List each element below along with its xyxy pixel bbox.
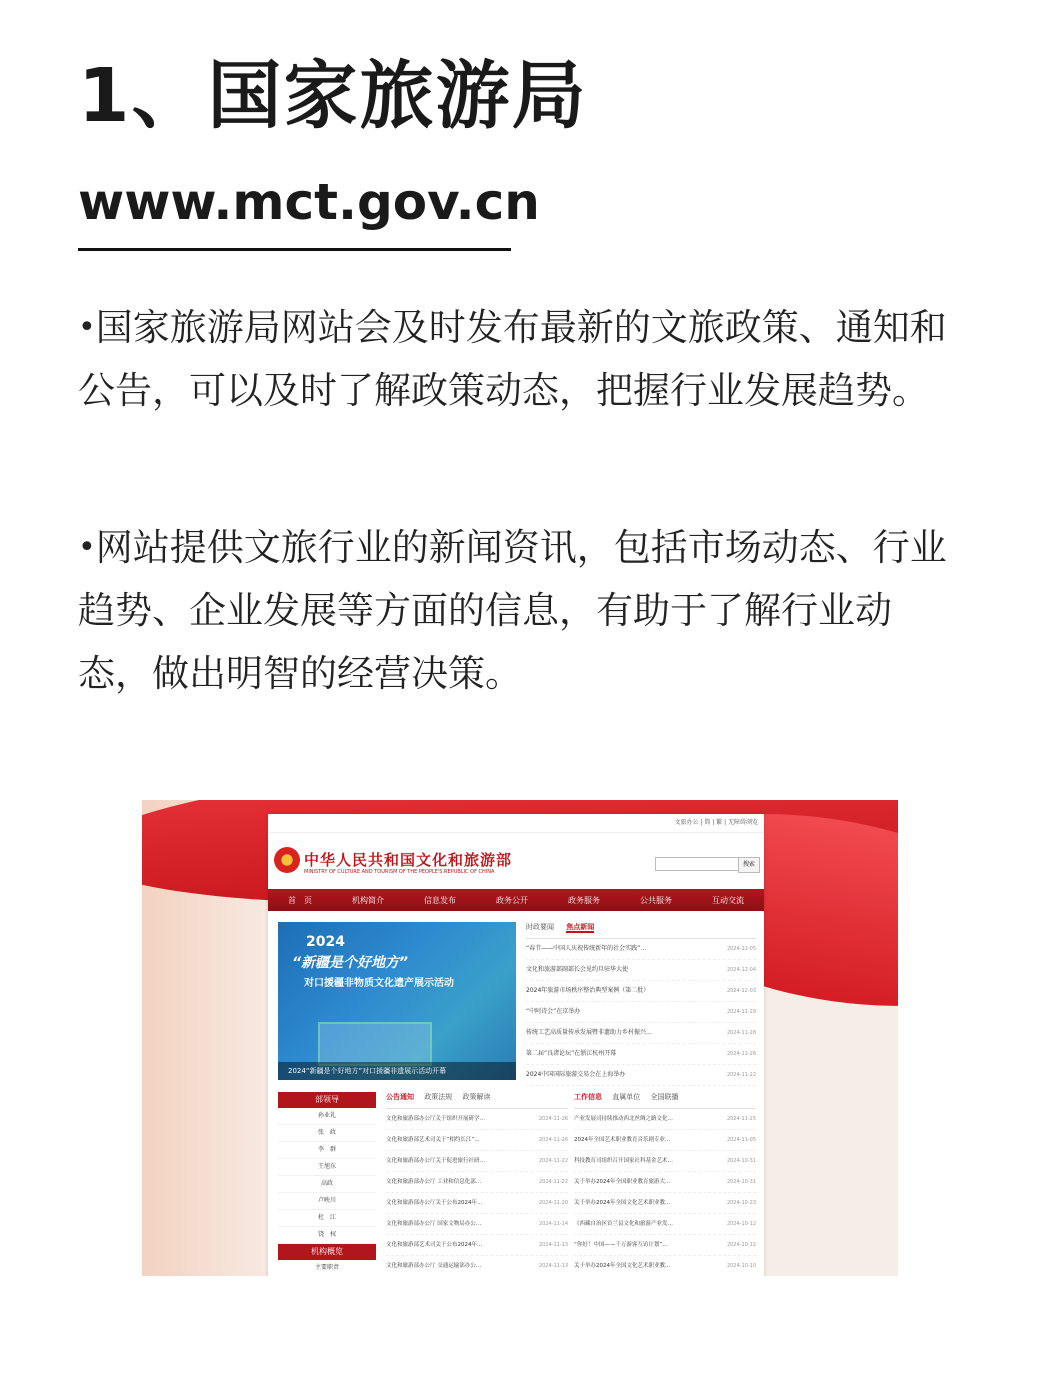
leader-name[interactable]: 张 政: [278, 1125, 376, 1142]
item-date: 2024-12-03: [726, 988, 756, 994]
item-date: 2024-11-22: [726, 1072, 756, 1078]
list-item[interactable]: [386, 1214, 568, 1235]
nav-item[interactable]: 信息发布: [424, 895, 456, 905]
notice-tabs: [386, 1092, 568, 1109]
list-item[interactable]: [574, 1256, 756, 1276]
mct-homepage: [268, 814, 764, 1276]
item-title[interactable]: 文化和旅游部艺术司关于公布2024年…: [386, 1242, 483, 1248]
leader-name[interactable]: 杜 江: [278, 1210, 376, 1227]
item-title[interactable]: 关于举办2024年全国职业教育旅游大…: [574, 1179, 671, 1185]
item-title[interactable]: 文化和旅游部办公厅 工业和信息化部…: [386, 1179, 482, 1185]
item-date: 2024-11-05: [726, 1137, 756, 1143]
item-title[interactable]: 文化和旅游部办公厅 国家文物局办公…: [386, 1221, 482, 1227]
item-date: 2024-11-26: [538, 1137, 568, 1143]
national-emblem-icon: [274, 847, 300, 873]
site-header: [268, 833, 764, 889]
item-date: 2024-11-20: [538, 1200, 568, 1206]
list-item[interactable]: [574, 1109, 756, 1130]
item-date: 2024-11-14: [538, 1221, 568, 1227]
tab-notice[interactable]: 公告通知: [386, 1093, 414, 1101]
item-date: 2024-10-31: [726, 1179, 756, 1185]
item-date: 2024-11-13: [538, 1242, 568, 1248]
nav-item[interactable]: 政务公开: [496, 895, 528, 905]
banner-slogan: “新疆是个好地方”: [292, 955, 409, 971]
main-nav: [268, 889, 764, 911]
item-date: 2024-10-23: [726, 1200, 756, 1206]
item-title[interactable]: 文化和旅游部副部长会见约旦驻华大使: [526, 966, 629, 973]
list-item[interactable]: [386, 1130, 568, 1151]
item-date: 2024-10-12: [726, 1242, 756, 1248]
site-name-en: MINISTRY OF CULTURE AND TOURISM OF THE PEOPLE'S REPUBLIC OF CHINA: [304, 869, 495, 875]
tab-national[interactable]: 全国联播: [650, 1093, 679, 1101]
notice-panel: [386, 1092, 568, 1276]
item-date: 2024-12-04: [726, 967, 756, 973]
list-item[interactable]: [386, 1109, 568, 1130]
leader-name[interactable]: 孙业礼: [278, 1108, 376, 1125]
tab-work-info[interactable]: 工作信息: [574, 1093, 602, 1101]
banner-subtitle: 对口援疆非物质文化遗产展示活动: [304, 978, 454, 989]
item-title[interactable]: 关于举办2024年全国文化艺术职业教…: [574, 1200, 671, 1206]
page-title: 1、国家旅游局: [78, 53, 588, 139]
site-name[interactable]: 中华人民共和国文化和旅游部: [304, 851, 513, 869]
item-title[interactable]: 2024中国国际旅游交易会在上海举办: [526, 1071, 626, 1078]
nav-item[interactable]: 机构简介: [352, 895, 384, 905]
list-item[interactable]: [526, 1065, 756, 1086]
paragraph-text: 网站提供文旅行业的新闻资讯，包括市场动态、行业趋势、企业发展等方面的信息，有助于了解行业动态，做出明智的经营决策。: [78, 526, 947, 695]
list-item[interactable]: [574, 1235, 756, 1256]
item-title[interactable]: 传统工艺高质量传承发展暨非遗助力乡村振兴…: [526, 1029, 653, 1036]
tab-focus-news[interactable]: 焦点新闻: [566, 923, 595, 931]
leader-name[interactable]: 饶 权: [278, 1227, 376, 1244]
item-date: 2024-11-26: [726, 1051, 756, 1057]
banner-year: 2024: [306, 934, 345, 950]
news-tabs: [526, 922, 756, 939]
title-underline: [78, 248, 511, 251]
paragraph-text: 国家旅游局网站会及时发布最新的文旅政策、通知和公告，可以及时了解政策动态，把握行业发展趋势。: [78, 306, 947, 412]
item-title[interactable]: 《西藏自治区首兰县文化和旅游产业发…: [574, 1221, 674, 1227]
list-item[interactable]: [386, 1193, 568, 1214]
item-date: 2024-10-10: [726, 1263, 756, 1269]
work-tabs: [574, 1092, 756, 1109]
tab-regulations[interactable]: 政策法规: [424, 1093, 453, 1101]
item-title[interactable]: 产业发展司持续推动西北丝绸之路文化…: [574, 1116, 674, 1122]
org-item[interactable]: 主要职责: [278, 1260, 376, 1276]
site-url[interactable]: www.mct.gov.cn: [78, 173, 540, 231]
nav-item[interactable]: 首 页: [288, 895, 312, 905]
banner-graphic: [318, 1022, 432, 1066]
news-panel: [526, 922, 756, 1080]
item-title[interactable]: 文化和旅游部办公厅关于公布2024年…: [386, 1200, 483, 1206]
item-title[interactable]: 关于举办2024年全国文化艺术职业教…: [574, 1263, 671, 1269]
list-item[interactable]: [386, 1235, 568, 1256]
list-item[interactable]: [574, 1130, 756, 1151]
nav-item[interactable]: 互动交流: [712, 895, 744, 905]
item-date: 2024-12-05: [726, 946, 756, 952]
tab-politics[interactable]: 时政要闻: [526, 923, 554, 931]
item-title[interactable]: “中阿诗会”在京举办: [526, 1008, 581, 1015]
tab-affiliates[interactable]: 直属单位: [612, 1093, 641, 1101]
item-title[interactable]: 第二届“良渚论坛”在浙江杭州开幕: [526, 1050, 617, 1057]
list-item[interactable]: [526, 960, 756, 981]
tab-interpretation[interactable]: 政策解读: [462, 1093, 491, 1101]
item-title[interactable]: “你好！中国——千万游客互访计划”…: [574, 1242, 668, 1248]
item-date: 2024-11-25: [726, 1116, 756, 1122]
item-date: 2024-11-29: [726, 1009, 756, 1015]
item-title[interactable]: 科技教育司组织召开国家社科基金艺术…: [574, 1158, 674, 1164]
list-item[interactable]: [526, 1023, 756, 1044]
list-item[interactable]: [526, 939, 756, 960]
search-input[interactable]: [655, 857, 739, 871]
nav-item[interactable]: 政务服务: [568, 895, 600, 905]
item-date: 2024-11-22: [538, 1158, 568, 1164]
item-title[interactable]: 2024年旅游市场秩序整治典型案例（第二批）: [526, 987, 650, 994]
website-screenshot: [142, 800, 898, 1276]
item-title[interactable]: 文化和旅游部办公厅关于促进旅行社研…: [386, 1158, 486, 1164]
bullet-icon: •: [78, 530, 96, 565]
leader-name[interactable]: 李 群: [278, 1142, 376, 1159]
list-item[interactable]: [526, 1002, 756, 1023]
bullet-icon: •: [78, 310, 96, 345]
item-date: 2024-11-13: [538, 1263, 568, 1269]
item-title[interactable]: 文化和旅游部艺术司关于“相约长江”…: [386, 1137, 480, 1143]
item-title[interactable]: 文化和旅游部办公厅 交通运输部办公…: [386, 1263, 482, 1269]
item-date: 2024-10-31: [726, 1158, 756, 1164]
leader-name[interactable]: 高政: [278, 1176, 376, 1193]
paragraph-news: [78, 516, 958, 705]
list-item[interactable]: [574, 1214, 756, 1235]
item-title[interactable]: “春节——中国人庆祝传统新年的社会实践”…: [526, 945, 647, 952]
leaders-sidebar: [278, 1092, 376, 1276]
nav-item[interactable]: 公共服务: [640, 895, 672, 905]
item-date: 2024-10-12: [726, 1221, 756, 1227]
org-heading[interactable]: 机构概览: [278, 1244, 376, 1260]
hero-banner[interactable]: [278, 922, 516, 1080]
leader-name[interactable]: 王旭东: [278, 1159, 376, 1176]
item-title[interactable]: 2024年全国艺术职业教育音乐剧专业…: [574, 1137, 671, 1143]
leaders-heading: 部领导: [278, 1092, 376, 1108]
list-item[interactable]: [386, 1256, 568, 1276]
search-button[interactable]: 搜索: [738, 857, 760, 873]
work-panel: [574, 1092, 756, 1276]
paragraph-policy: [78, 296, 958, 422]
top-links[interactable]: 文旅办公 | 简 | 繁 | 无障碍浏览: [268, 814, 764, 833]
list-item[interactable]: [526, 981, 756, 1002]
item-date: 2024-11-26: [538, 1116, 568, 1122]
list-item[interactable]: [526, 1044, 756, 1065]
item-date: 2024-11-22: [538, 1179, 568, 1185]
banner-caption[interactable]: 2024“新疆是个好地方”对口援疆非遗展示活动开幕: [278, 1062, 516, 1080]
item-date: 2024-11-28: [726, 1030, 756, 1036]
list-item[interactable]: [386, 1172, 568, 1193]
item-title[interactable]: 文化和旅游部办公厅关于组织开展研学…: [386, 1116, 486, 1122]
list-item[interactable]: [574, 1193, 756, 1214]
list-item[interactable]: [574, 1151, 756, 1172]
leader-name[interactable]: 卢映川: [278, 1193, 376, 1210]
list-item[interactable]: [386, 1151, 568, 1172]
list-item[interactable]: [574, 1172, 756, 1193]
